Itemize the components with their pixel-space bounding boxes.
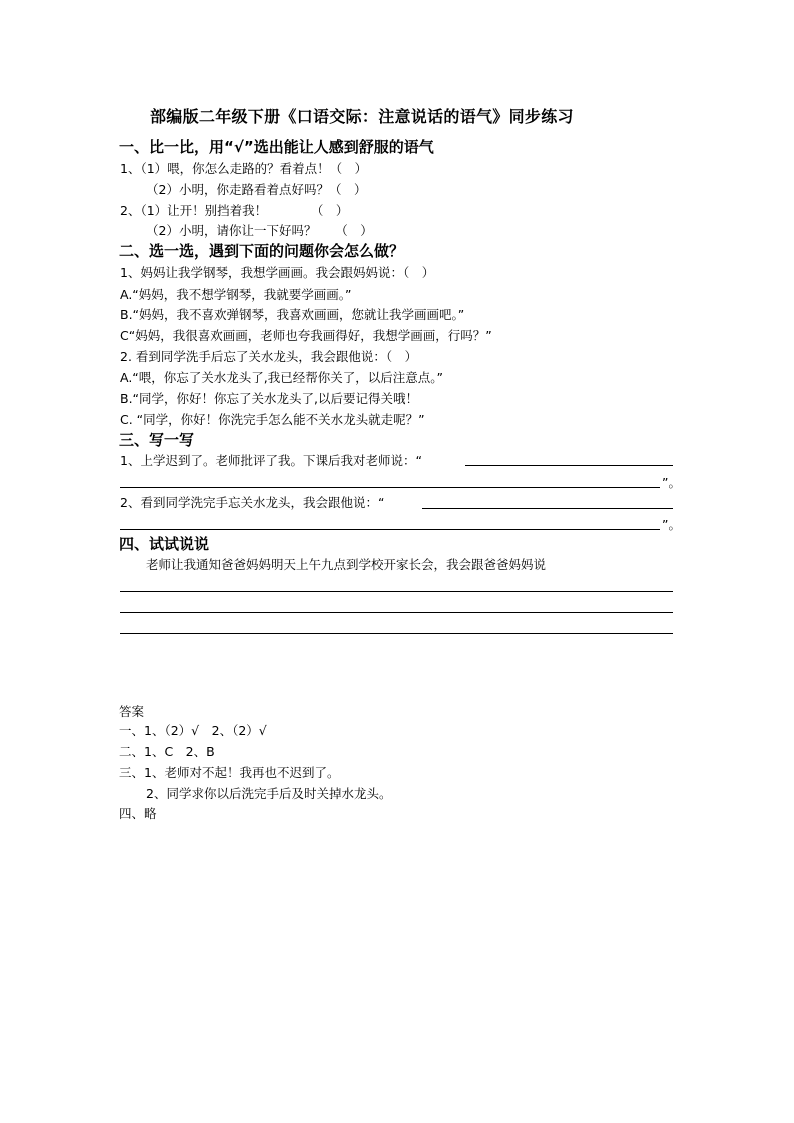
section2-q2-choice-c: C. “同学，你好！你洗完手怎么能不关水龙头就走呢？” xyxy=(120,412,425,427)
section1-q2-option2: （2）小明，请你让一下好吗？ （ ） xyxy=(146,223,373,238)
section2-q1-choice-b: B.“妈妈，我不喜欢弹钢琴，我喜欢画画，您就让我学画画吧。” xyxy=(120,307,465,322)
answer-line[interactable] xyxy=(120,591,673,592)
section1-heading: 一、比一比，用“√”选出能让人感到舒服的语气 xyxy=(119,138,434,156)
answer-section1: 一、1、（2）√ 2、（2）√ xyxy=(119,723,267,738)
section3-q2: 2、看到同学洗完手忘关水龙头，我会跟他说：“ xyxy=(120,495,385,510)
section2-q2-choice-b: B.“同学，你好！你忘了关水龙头了,以后要记得关哦！ xyxy=(120,391,418,406)
answers-label: 答案 xyxy=(119,704,145,719)
answer-line[interactable] xyxy=(465,465,673,466)
answer-line[interactable] xyxy=(120,633,673,634)
page-title: 部编版二年级下册《口语交际：注意说话的语气》同步练习 xyxy=(150,107,574,126)
section2-q1-choice-a: A.“妈妈，我不想学钢琴，我就要学画画。” xyxy=(120,287,352,302)
answer-section4: 四、略 xyxy=(119,806,157,821)
section1-q2-option1: 2、（1）让开！别挡着我！ （ ） xyxy=(120,203,349,218)
section4-heading: 四、试试说说 xyxy=(119,535,210,553)
section1-q1-option2: （2）小明，你走路看着点好吗？（ ） xyxy=(146,182,367,197)
section4-prompt: 老师让我通知爸爸妈妈明天上午九点到学校开家长会，我会跟爸爸妈妈说 xyxy=(146,557,547,572)
section2-q2: 2. 看到同学洗手后忘了关水龙头，我会跟他说：（ ） xyxy=(120,349,418,364)
answer-section3-item1: 三、1、老师对不起！我再也不迟到了。 xyxy=(119,765,340,780)
section2-heading: 二、选一选，遇到下面的问题你会怎么做？ xyxy=(119,242,405,260)
answer-line[interactable] xyxy=(120,487,660,488)
section2-q1-choice-c: C“妈妈，我很喜欢画画，老师也夸我画得好，我想学画画，行吗？” xyxy=(120,328,492,343)
answer-line[interactable] xyxy=(422,508,673,509)
section1-q1-option1: 1、（1）喂，你怎么走路的？看着点！（ ） xyxy=(120,161,368,176)
answer-line[interactable] xyxy=(120,612,673,613)
section3-heading: 三、写一写 xyxy=(119,431,195,449)
closing-quote: ”。 xyxy=(662,517,681,532)
answer-section2: 二、1、C 2、B xyxy=(119,744,215,759)
section2-q2-choice-a: A.“喂，你忘了关水龙头了,我已经帮你关了，以后注意点。” xyxy=(120,370,443,385)
answer-section3-item2: 2、同学求你以后洗完手后及时关掉水龙头。 xyxy=(146,786,392,801)
section3-q1: 1、上学迟到了。老师批评了我。下课后我对老师说：“ xyxy=(120,453,422,468)
closing-quote: ”。 xyxy=(662,475,681,490)
answer-line[interactable] xyxy=(120,529,660,530)
section2-q1: 1、妈妈让我学钢琴，我想学画画。我会跟妈妈说：（ ） xyxy=(120,265,435,280)
